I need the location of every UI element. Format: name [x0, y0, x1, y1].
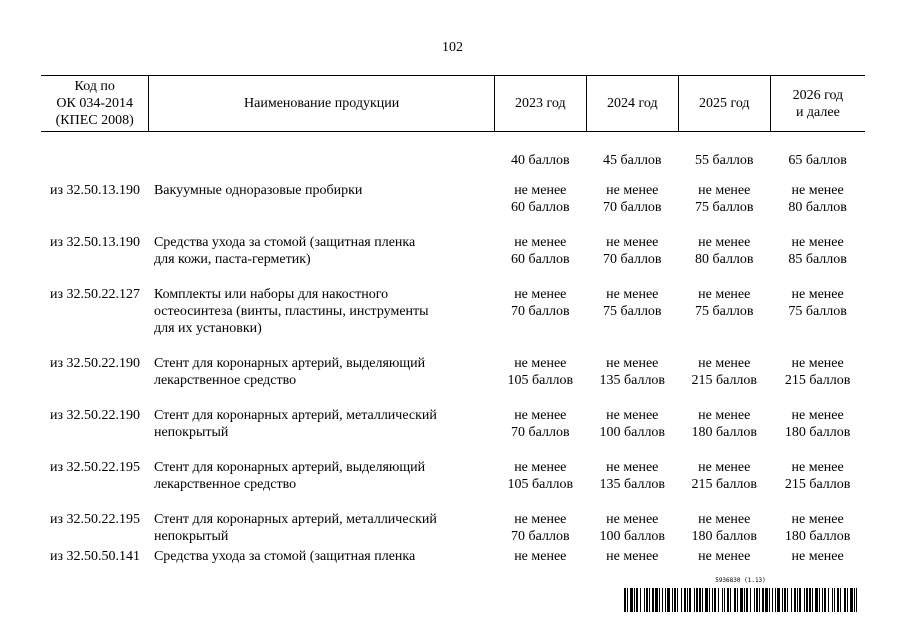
- score-2026: [770, 231, 865, 283]
- table-body: [41, 132, 865, 565]
- product-name-line: лекарственное средство: [153, 372, 297, 388]
- score-line: не менее: [606, 234, 659, 250]
- barcode-bar: [804, 588, 805, 612]
- score-2024: [586, 132, 678, 179]
- barcode-bar: [630, 588, 633, 612]
- barcode-bar: [762, 588, 764, 612]
- score-line: 215 баллов: [784, 476, 851, 492]
- score-line: 215 баллов: [691, 372, 758, 388]
- score-2025: [678, 508, 770, 545]
- barcode-bar: [769, 588, 770, 612]
- header-code-line: ОК 034-2014: [56, 96, 134, 111]
- barcode-bar: [784, 588, 786, 612]
- table-row: [41, 231, 865, 283]
- score-line: 105 баллов: [507, 372, 574, 388]
- score-2025: [678, 404, 770, 456]
- product-code: из 32.50.22.127: [49, 286, 140, 302]
- score-line: не менее: [698, 459, 751, 475]
- product-name-line: остеосинтеза (винты, пластины, инструменты: [153, 303, 429, 319]
- score-line: 215 баллов: [691, 476, 758, 492]
- score-line: 40 баллов: [511, 153, 570, 168]
- score-2023: [494, 179, 586, 231]
- barcode-bar: [759, 588, 760, 612]
- barcode-bar: [689, 588, 691, 612]
- barcode-bar: [746, 588, 748, 612]
- barcode-bar: [659, 588, 660, 612]
- product-name-line: Вакуумные одноразовые пробирки: [153, 182, 363, 198]
- score-2024: [586, 352, 678, 404]
- barcode-bar: [740, 588, 743, 612]
- score-line: 70 баллов: [511, 303, 570, 319]
- header-code-line: Код по: [74, 79, 115, 94]
- barcode-bar: [699, 588, 701, 612]
- barcode-bar: [672, 588, 673, 612]
- barcode-bar: [832, 588, 833, 612]
- product-name-line: Стент для коронарных артерий, металлический: [153, 511, 437, 527]
- score-line: не менее: [514, 286, 567, 302]
- score-2024: [586, 545, 678, 565]
- score-2026: [770, 179, 865, 231]
- score-2023: [494, 508, 586, 545]
- score-line: 75 баллов: [603, 303, 662, 319]
- score-line: 55 баллов: [694, 153, 754, 168]
- product-name-line: непокрытый: [153, 528, 229, 544]
- score-2023: [494, 404, 586, 456]
- product-code: из 32.50.22.190: [49, 355, 140, 371]
- score-line: 135 баллов: [599, 476, 666, 492]
- score-line: 70 баллов: [603, 251, 662, 267]
- score-2026: [770, 283, 865, 352]
- score-line: не менее: [514, 511, 567, 527]
- barcode-bar: [681, 588, 682, 612]
- table-row: [41, 283, 865, 352]
- header-code: [41, 76, 149, 132]
- score-line: не менее: [514, 548, 567, 564]
- score-2023: [494, 352, 586, 404]
- barcode-bar: [856, 588, 857, 612]
- barcode-bar: [712, 588, 713, 612]
- score-2025: [678, 456, 770, 508]
- products-table: [41, 75, 865, 565]
- header-year-2025: 2025 год: [678, 76, 770, 132]
- barcode-bar: [709, 588, 710, 612]
- barcode-bar: [734, 588, 736, 612]
- score-line: 180 баллов: [691, 424, 758, 440]
- score-2026: [770, 132, 865, 179]
- barcode-bar: [674, 588, 676, 612]
- product-code: из 32.50.22.190: [49, 407, 140, 423]
- barcode-bar: [705, 588, 708, 612]
- barcode-bar: [730, 588, 731, 612]
- score-line: 100 баллов: [599, 424, 666, 440]
- product-code: из 32.50.13.190: [49, 234, 140, 250]
- score-line: не менее: [514, 355, 567, 371]
- score-line: не менее: [606, 407, 659, 423]
- product-name: [149, 545, 494, 565]
- barcode-bar: [718, 588, 719, 612]
- barcode-bar: [714, 588, 716, 612]
- barcode-bar: [696, 588, 698, 612]
- score-line: 75 баллов: [694, 303, 754, 319]
- score-line: не менее: [698, 407, 751, 423]
- score-line: 75 баллов: [788, 303, 847, 319]
- score-line: 45 баллов: [603, 153, 662, 168]
- score-2025: [678, 231, 770, 283]
- product-code: из 32.50.50.141: [49, 548, 140, 564]
- barcode-bar: [694, 588, 695, 612]
- score-line: 65 баллов: [788, 153, 847, 168]
- score-line: не менее: [606, 286, 659, 302]
- barcode-bar: [636, 588, 638, 612]
- product-code: из 32.50.13.190: [49, 182, 140, 198]
- score-line: 135 баллов: [599, 372, 666, 388]
- score-2024: [586, 283, 678, 352]
- score-2024: [586, 231, 678, 283]
- barcode-bar: [847, 588, 848, 612]
- score-line: 70 баллов: [603, 199, 662, 215]
- product-code: [41, 132, 149, 179]
- barcode-bar: [662, 588, 663, 612]
- barcode-bar: [850, 588, 853, 612]
- header-year-2026: [770, 76, 865, 132]
- score-2026: [770, 545, 865, 565]
- score-line: не менее: [606, 459, 659, 475]
- product-name: [149, 456, 494, 508]
- barcode-bar: [737, 588, 738, 612]
- score-line: не менее: [791, 355, 844, 371]
- product-name-line: Комплекты или наборы для накостного: [153, 286, 389, 302]
- barcode-bar: [646, 588, 648, 612]
- score-line: не менее: [606, 511, 659, 527]
- barcode-bar: [840, 588, 841, 612]
- score-2025: [678, 179, 770, 231]
- score-2023: [494, 231, 586, 283]
- score-line: не менее: [698, 234, 751, 250]
- barcode-bar: [834, 588, 835, 612]
- score-line: не менее: [606, 182, 659, 198]
- score-line: 70 баллов: [511, 424, 570, 440]
- header-year-2026-line: 2026 год: [792, 87, 844, 103]
- table-row: [41, 352, 865, 404]
- product-name-line: Стент для коронарных артерий, металлический: [153, 407, 437, 423]
- score-line: 70 баллов: [511, 528, 570, 544]
- barcode-bar: [687, 588, 688, 612]
- barcode-bar: [782, 588, 783, 612]
- score-line: не менее: [698, 511, 751, 527]
- barcode-bar: [794, 588, 796, 612]
- barcode-bar: [667, 588, 670, 612]
- barcode-bar: [822, 588, 823, 612]
- barcode-bars: [624, 588, 857, 612]
- score-line: 60 баллов: [511, 199, 570, 215]
- barcode-bar: [772, 588, 773, 612]
- product-name-line: для кожи, паста-герметик): [153, 251, 311, 267]
- barcode-bar: [799, 588, 801, 612]
- table-row: [41, 179, 865, 231]
- score-2023: [494, 283, 586, 352]
- barcode-bar: [809, 588, 811, 612]
- score-2025: [678, 545, 770, 565]
- barcode-bar: [702, 588, 703, 612]
- product-code: из 32.50.22.195: [49, 459, 140, 475]
- table-row: [41, 545, 865, 565]
- score-line: не менее: [791, 286, 844, 302]
- product-name: [149, 132, 494, 179]
- score-line: 105 баллов: [507, 476, 574, 492]
- barcode-bar: [627, 588, 628, 612]
- barcode-bar: [837, 588, 839, 612]
- barcode-bar: [684, 588, 686, 612]
- barcode-bar: [744, 588, 745, 612]
- header-year-2024: 2024 год: [586, 76, 678, 132]
- score-line: 180 баллов: [784, 424, 851, 440]
- barcode: [624, 577, 857, 613]
- barcode-bar: [756, 588, 758, 612]
- score-line: не менее: [698, 355, 751, 371]
- product-name-line: Средства ухода за стомой (защитная пленка: [153, 548, 416, 564]
- barcode-bar: [649, 588, 650, 612]
- product-name: [149, 404, 494, 456]
- barcode-bar: [787, 588, 788, 612]
- barcode-bar: [677, 588, 678, 612]
- product-name-line: лекарственное средство: [153, 476, 297, 492]
- barcode-bar: [750, 588, 751, 612]
- barcode-bar: [754, 588, 755, 612]
- barcode-bar: [806, 588, 808, 612]
- barcode-bar: [634, 588, 635, 612]
- score-line: не менее: [606, 548, 659, 564]
- table-row: [41, 132, 865, 179]
- score-line: 75 баллов: [694, 199, 754, 215]
- score-line: 100 баллов: [599, 528, 666, 544]
- score-2024: [586, 456, 678, 508]
- table-row: [41, 404, 865, 456]
- barcode-bar: [655, 588, 658, 612]
- table-header-row: [41, 76, 865, 132]
- score-line: не менее: [791, 182, 844, 198]
- header-year-2023: 2023 год: [494, 76, 586, 132]
- barcode-bar: [824, 588, 826, 612]
- score-line: 180 баллов: [691, 528, 758, 544]
- score-line: не менее: [791, 459, 844, 475]
- barcode-number: 5936830 (1.13): [715, 577, 766, 584]
- score-line: 215 баллов: [784, 372, 851, 388]
- barcode-bar: [797, 588, 798, 612]
- barcode-bar: [844, 588, 846, 612]
- header-year-2026-line: и далее: [795, 104, 840, 120]
- barcode-bar: [812, 588, 813, 612]
- product-code: из 32.50.22.195: [49, 511, 140, 527]
- score-2023: [494, 132, 586, 179]
- score-2025: [678, 352, 770, 404]
- score-2025: [678, 283, 770, 352]
- score-2026: [770, 508, 865, 545]
- score-2025: [678, 132, 770, 179]
- barcode-bar: [775, 588, 776, 612]
- header-name: Наименование продукции: [149, 76, 494, 132]
- score-line: 180 баллов: [784, 528, 851, 544]
- product-name: [149, 352, 494, 404]
- product-name-line: для их установки): [153, 320, 262, 336]
- score-line: 85 баллов: [788, 251, 847, 267]
- score-2024: [586, 179, 678, 231]
- barcode-bar: [722, 588, 723, 612]
- barcode-bar: [815, 588, 818, 612]
- product-name: [149, 508, 494, 545]
- header-code-line: (КПЕС 2008): [55, 113, 134, 128]
- barcode-bar: [765, 588, 768, 612]
- score-2024: [586, 404, 678, 456]
- score-line: не менее: [791, 407, 844, 423]
- barcode-bar: [624, 588, 626, 612]
- product-name-line: Стент для коронарных артерий, выделяющий: [153, 355, 426, 371]
- score-2023: [494, 545, 586, 565]
- barcode-bar: [652, 588, 654, 612]
- score-line: не менее: [514, 234, 567, 250]
- barcode-bar: [640, 588, 641, 612]
- product-name-line: непокрытый: [153, 424, 229, 440]
- barcode-bar: [854, 588, 855, 612]
- product-name-line: Стент для коронарных артерий, выделяющий: [153, 459, 426, 475]
- barcode-bar: [644, 588, 645, 612]
- score-line: не менее: [791, 234, 844, 250]
- barcode-bar: [724, 588, 725, 612]
- score-line: не менее: [791, 511, 844, 527]
- table-row: [41, 456, 865, 508]
- score-line: 60 баллов: [511, 251, 570, 267]
- score-line: не менее: [698, 548, 751, 564]
- barcode-bar: [791, 588, 792, 612]
- score-line: не менее: [514, 407, 567, 423]
- score-line: не менее: [514, 459, 567, 475]
- score-line: не менее: [698, 286, 751, 302]
- score-2024: [586, 508, 678, 545]
- page-number: 102: [442, 40, 463, 55]
- score-2023: [494, 456, 586, 508]
- score-line: не менее: [606, 355, 659, 371]
- product-name-line: Средства ухода за стомой (защитная пленка: [153, 234, 416, 250]
- product-name: [149, 231, 494, 283]
- table-row: [41, 508, 865, 545]
- score-line: 80 баллов: [788, 199, 847, 215]
- product-name: [149, 283, 494, 352]
- score-2026: [770, 456, 865, 508]
- score-line: не менее: [514, 182, 567, 198]
- barcode-bar: [819, 588, 820, 612]
- score-line: не менее: [698, 182, 751, 198]
- product-name: [149, 179, 494, 231]
- score-2026: [770, 352, 865, 404]
- barcode-bar: [727, 588, 729, 612]
- score-line: не менее: [791, 548, 844, 564]
- score-2026: [770, 404, 865, 456]
- score-line: 80 баллов: [694, 251, 754, 267]
- barcode-bar: [777, 588, 780, 612]
- barcode-bar: [828, 588, 829, 612]
- barcode-bar: [665, 588, 666, 612]
